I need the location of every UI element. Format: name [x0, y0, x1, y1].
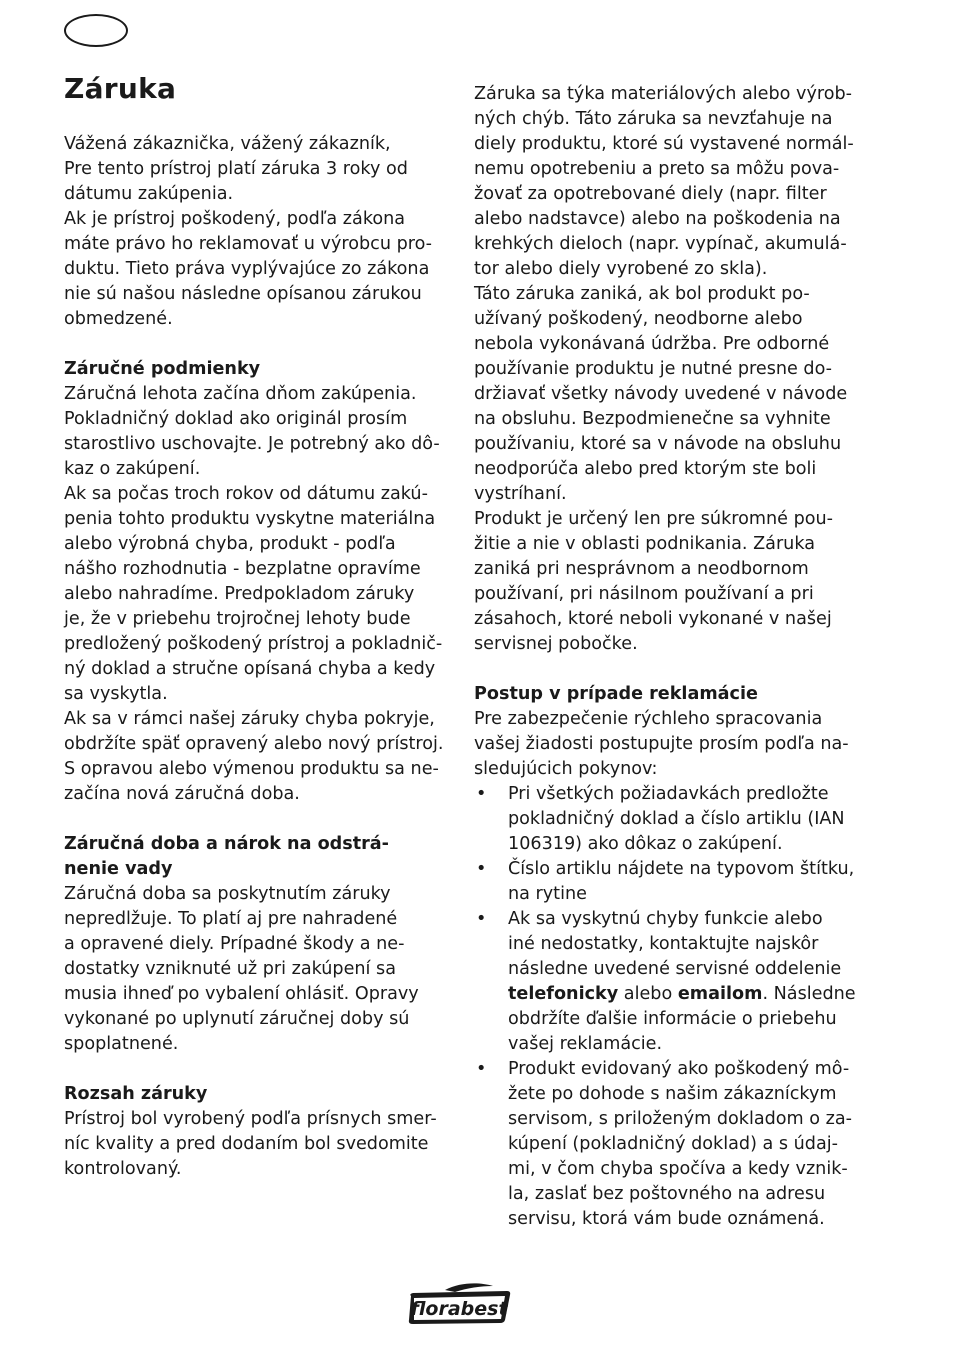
text-line: na obsluhu. Bezpodmienečne sa vyhnite: [474, 409, 831, 429]
text-line: kaz o zakúpení.: [64, 459, 201, 479]
text-line: penia tohto produktu vyskytne materiálna: [64, 509, 436, 529]
list-item: [474, 782, 866, 857]
text-line: S opravou alebo výmenou produktu sa ne-: [64, 759, 439, 779]
text-line: mi, v čom chyba spočíva a kedy vznik-: [508, 1159, 848, 1179]
text-line: alebo nadstavce) alebo na poškodenia na: [474, 209, 841, 229]
list-item: [474, 857, 866, 907]
text-line: iné nedostatky, kontaktujte najskôr: [508, 934, 819, 954]
bold-phone: telefonicky: [508, 984, 619, 1004]
text-line: duktu. Tieto práva vyplývajúce zo zákona: [64, 259, 430, 279]
text-line: kontrolovaný.: [64, 1159, 182, 1179]
left-column: [64, 132, 456, 1182]
text-line: žovať za opotrebované diely (napr. filter: [474, 184, 827, 204]
text-line: obdržíte späť opravený alebo nový prístroj.: [64, 734, 444, 754]
text-line: zásahoch, ktoré neboli vykonané v našej: [474, 609, 832, 629]
text-line: musia ihneď po vybalení ohlásiť. Opravy: [64, 984, 419, 1004]
text-line: Záručná lehota začína dňom zakúpenia.: [64, 384, 417, 404]
text-line: alebo výrobná chyba, produkt - podľa: [64, 534, 396, 554]
text-line: používanie produktu je nutné presne do-: [474, 359, 833, 379]
text-line: ných chýb. Táto záruka sa nevzťahuje na: [474, 109, 833, 129]
text-line: sa vyskytla.: [64, 684, 168, 704]
heading-warranty-scope: Rozsah záruky: [64, 1084, 208, 1104]
heading-claim-procedure: Postup v prípade reklamácie: [474, 684, 758, 704]
text-line: • Ak sa vyskytnú chyby funkcie alebo: [508, 909, 823, 929]
text-line: žitie a nie v oblasti podnikania. Záruka: [474, 534, 815, 554]
right-column: [474, 82, 866, 1232]
text-line: • Pri všetkých požiadavkách predložte: [508, 784, 829, 804]
text-line: Záručná doba sa poskytnutím záruky: [64, 884, 391, 904]
text-line: Vážená zákaznička, vážený zákazník,: [64, 134, 391, 154]
text-line: níc kvality a pred dodaním bol svedomite: [64, 1134, 429, 1154]
text-line: používaniu, ktoré sa v návode na obsluhu: [474, 434, 842, 454]
warranty-period-text: [64, 882, 456, 1057]
florabest-logo: [405, 1280, 515, 1326]
text-line: dátumu zakúpenia.: [64, 184, 234, 204]
text-line: ný doklad a stručne opísaná chyba a kedy: [64, 659, 436, 679]
text-line: vystríhaní.: [474, 484, 567, 504]
claim-procedure-intro: [474, 707, 866, 782]
bold-email: emailom: [677, 984, 763, 1004]
text-line: [508, 982, 866, 1007]
list-item: [474, 907, 866, 1057]
text-line: krehkých dieloch (napr. vypínač, akumulá-: [474, 234, 847, 254]
text-line: pokladničný doklad a číslo artiklu (IAN: [508, 809, 845, 829]
text-line: nemu opotrebeniu a preto sa môžu pova-: [474, 159, 840, 179]
claim-steps-list: [474, 782, 866, 1232]
list-item: [474, 1057, 866, 1232]
text-line: Ak je prístroj poškodený, podľa zákona: [64, 209, 406, 229]
text-fragment: . Následne: [762, 984, 856, 1004]
text-line: vykonané po uplynutí záručnej doby sú: [64, 1009, 410, 1029]
heading-line: Záručná doba a nárok na odstrá-: [64, 834, 389, 854]
text-line: užívaný poškodený, neodborne alebo: [474, 309, 803, 329]
text-line: servisom, s priloženým dokladom o za-: [508, 1109, 853, 1129]
text-line: diely produktu, ktoré sú vystavené normál-: [474, 134, 854, 154]
text-line: vašej žiadosti postupujte prosím podľa na-: [474, 734, 849, 754]
text-line: nášho rozhodnutia - bezplatne opravíme: [64, 559, 421, 579]
text-line: obdržíte ďalšie informácie o priebehu: [508, 1009, 837, 1029]
text-line: Produkt je určený len pre súkromné pou-: [474, 509, 834, 529]
warranty-scope-text: [64, 1107, 456, 1182]
text-line: predložený poškodený prístroj a pokladnič-: [64, 634, 443, 654]
text-line: la, zaslať bez poštovného na adresu: [508, 1184, 826, 1204]
text-line: nie sú našou následne opísanou zárukou: [64, 284, 422, 304]
text-line: tor alebo diely vyrobené zo skla).: [474, 259, 768, 279]
text-line: Záruka sa týka materiálových alebo výrob-: [474, 84, 852, 104]
text-line: žete po dohode s našim zákazníckym: [508, 1084, 837, 1104]
text-line: na rytine: [508, 884, 587, 904]
text-line: nepredlžuje. To platí aj pre nahradené: [64, 909, 398, 929]
text-line: nebola vykonávaná údržba. Pre odborné: [474, 334, 830, 354]
text-line: dostatky vzniknuté už pri zakúpení sa: [64, 959, 396, 979]
text-line: Táto záruka zaniká, ak bol produkt po-: [474, 284, 810, 304]
text-line: • Číslo artiklu nájdete na typovom štítku,: [508, 859, 855, 879]
text-fragment: alebo: [618, 984, 678, 1004]
text-line: následne uvedené servisné oddelenie: [508, 959, 842, 979]
text-line: a opravené diely. Prípadné škody a ne-: [64, 934, 405, 954]
text-line: je, že v priebehu trojročnej lehoty bude: [64, 609, 411, 629]
text-line: servisu, ktorá vám bude oznámená.: [508, 1209, 825, 1229]
heading-line: nenie vady: [64, 859, 173, 879]
text-line: Ak sa v rámci našej záruky chyba pokryje,: [64, 709, 435, 729]
text-line: vašej reklamácie.: [508, 1034, 663, 1054]
logo-wordmark: florabest: [410, 1298, 508, 1320]
text-line: zaniká pri nesprávnom a neodbornom: [474, 559, 809, 579]
text-line: spoplatnené.: [64, 1034, 179, 1054]
text-line: sledujúcich pokynov:: [474, 759, 658, 779]
heading-warranty-conditions: Záručné podmienky: [64, 359, 261, 379]
text-line: používaní, pri násilnom používaní a pri: [474, 584, 814, 604]
text-line: alebo nahradíme. Predpokladom záruky: [64, 584, 415, 604]
text-line: Pre tento prístroj platí záruka 3 roky od: [64, 159, 408, 179]
text-line: 106319) ako dôkaz o zakúpení.: [508, 834, 783, 854]
warranty-coverage-text: [474, 82, 866, 657]
text-line: držiavať všetky návody uvedené v návode: [474, 384, 848, 404]
text-line: Pokladničný doklad ako originál prosím: [64, 409, 408, 429]
text-line: starostlivo uschovajte. Je potrebný ako dô-: [64, 434, 440, 454]
text-line: začína nová záručná doba.: [64, 784, 300, 804]
text-line: Prístroj bol vyrobený podľa prísnych smer-: [64, 1109, 437, 1129]
warranty-conditions-text: [64, 382, 456, 807]
text-line: neodporúča alebo pred ktorým ste boli: [474, 459, 817, 479]
text-line: máte právo ho reklamovať u výrobcu pro-: [64, 234, 433, 254]
text-line: Ak sa počas troch rokov od dátumu zakú-: [64, 484, 428, 504]
language-badge: [64, 14, 128, 47]
text-line: servisnej pobočke.: [474, 634, 638, 654]
text-line: kúpení (pokladničný doklad) a s údaj-: [508, 1134, 838, 1154]
heading-warranty-period: [64, 832, 456, 882]
intro-paragraph: [64, 132, 456, 332]
text-line: Pre zabezpečenie rýchleho spracovania: [474, 709, 823, 729]
text-line: obmedzené.: [64, 309, 173, 329]
page-title: Záruka: [64, 72, 177, 105]
text-line: • Produkt evidovaný ako poškodený mô-: [508, 1059, 850, 1079]
